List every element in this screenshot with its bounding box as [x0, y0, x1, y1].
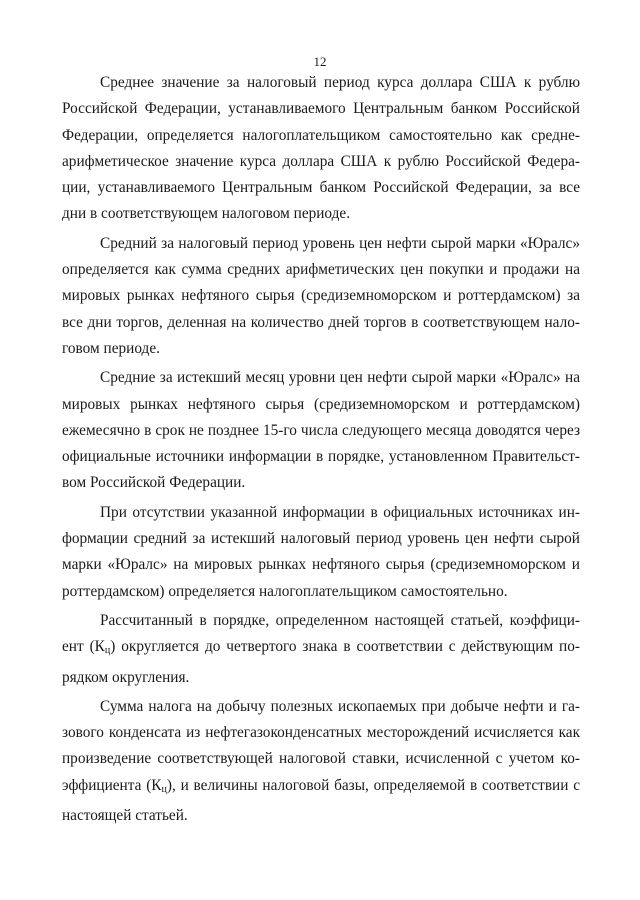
paragraph-urals-average-price: Средний за налоговый период уровень цен нефти сырой марки «Юралс» определяется как сумма средних арифметических цен покупки и продажи на мировых рынках нефтяного сырья (средиземноморском и роттердамском) за все дни торгов, деленная на количество дней торгов в соответствующем налоговом периоде.: [62, 234, 580, 357]
page-number: 12: [313, 54, 327, 69]
paragraph-tax-amount: [62, 694, 580, 829]
paragraph-coefficient-rounding-text-end: ) округляется до четвертого знака в соответствии с действующим порядком округления.: [62, 638, 580, 686]
paragraph-coefficient-rounding-text-start: Рассчитанный в порядке, определенном настоящей статьей, коэффициент (К: [62, 611, 580, 656]
paragraph-tax-amount-text-start: Сумма налога на добычу полезных ископаемых при добыче нефти и газового конденсата из нефтегазоконденсатных месторождений исчисляется как произведение соответствующей налоговой ставки, исчисленной с учетом коэффициента (К: [62, 697, 580, 794]
paragraph-monthly-prices: Средние за истекший месяц уровни цен нефти сырой марки «Юралс» на мировых рынках нефтяного сырья (средиземноморском и роттердамском) ежемесячно в срок не позднее 15-го числа следующего месяца доводятся через официальные источники информации в порядке, установленном Правительством Российской Федерации.: [62, 369, 580, 492]
paragraph-usd-rate: Среднее значение за налоговый период курса доллара США к рублю Российской Федерации, устанавливаемого Центральным банком Российской Федерации, определяется налогоплательщиком самостоятельно как среднеарифметическое значение курса доллара США к рублю Российской Федерации, устанавливаемого Центральным банком Российской Федерации, за все дни в соответствующем налоговом периоде.: [62, 74, 580, 223]
coefficient-subscript: ц: [161, 783, 167, 795]
paragraph-missing-information: При отсутствии указанной информации в официальных источниках информации средний за истекший налоговый период уровень цен нефти сырой марки «Юралс» на мировых рынках нефтяного сырья (средиземноморском и роттердамском) определяется налогоплательщиком самостоятельно.: [62, 503, 580, 600]
paragraph-tax-amount-text-end: ), и величины налоговой базы, определяемой в соответствии с настоящей статьей.: [62, 776, 581, 825]
coefficient-subscript: ц: [104, 645, 111, 657]
document-body: [62, 70, 580, 829]
paragraph-coefficient-rounding: [62, 608, 580, 691]
